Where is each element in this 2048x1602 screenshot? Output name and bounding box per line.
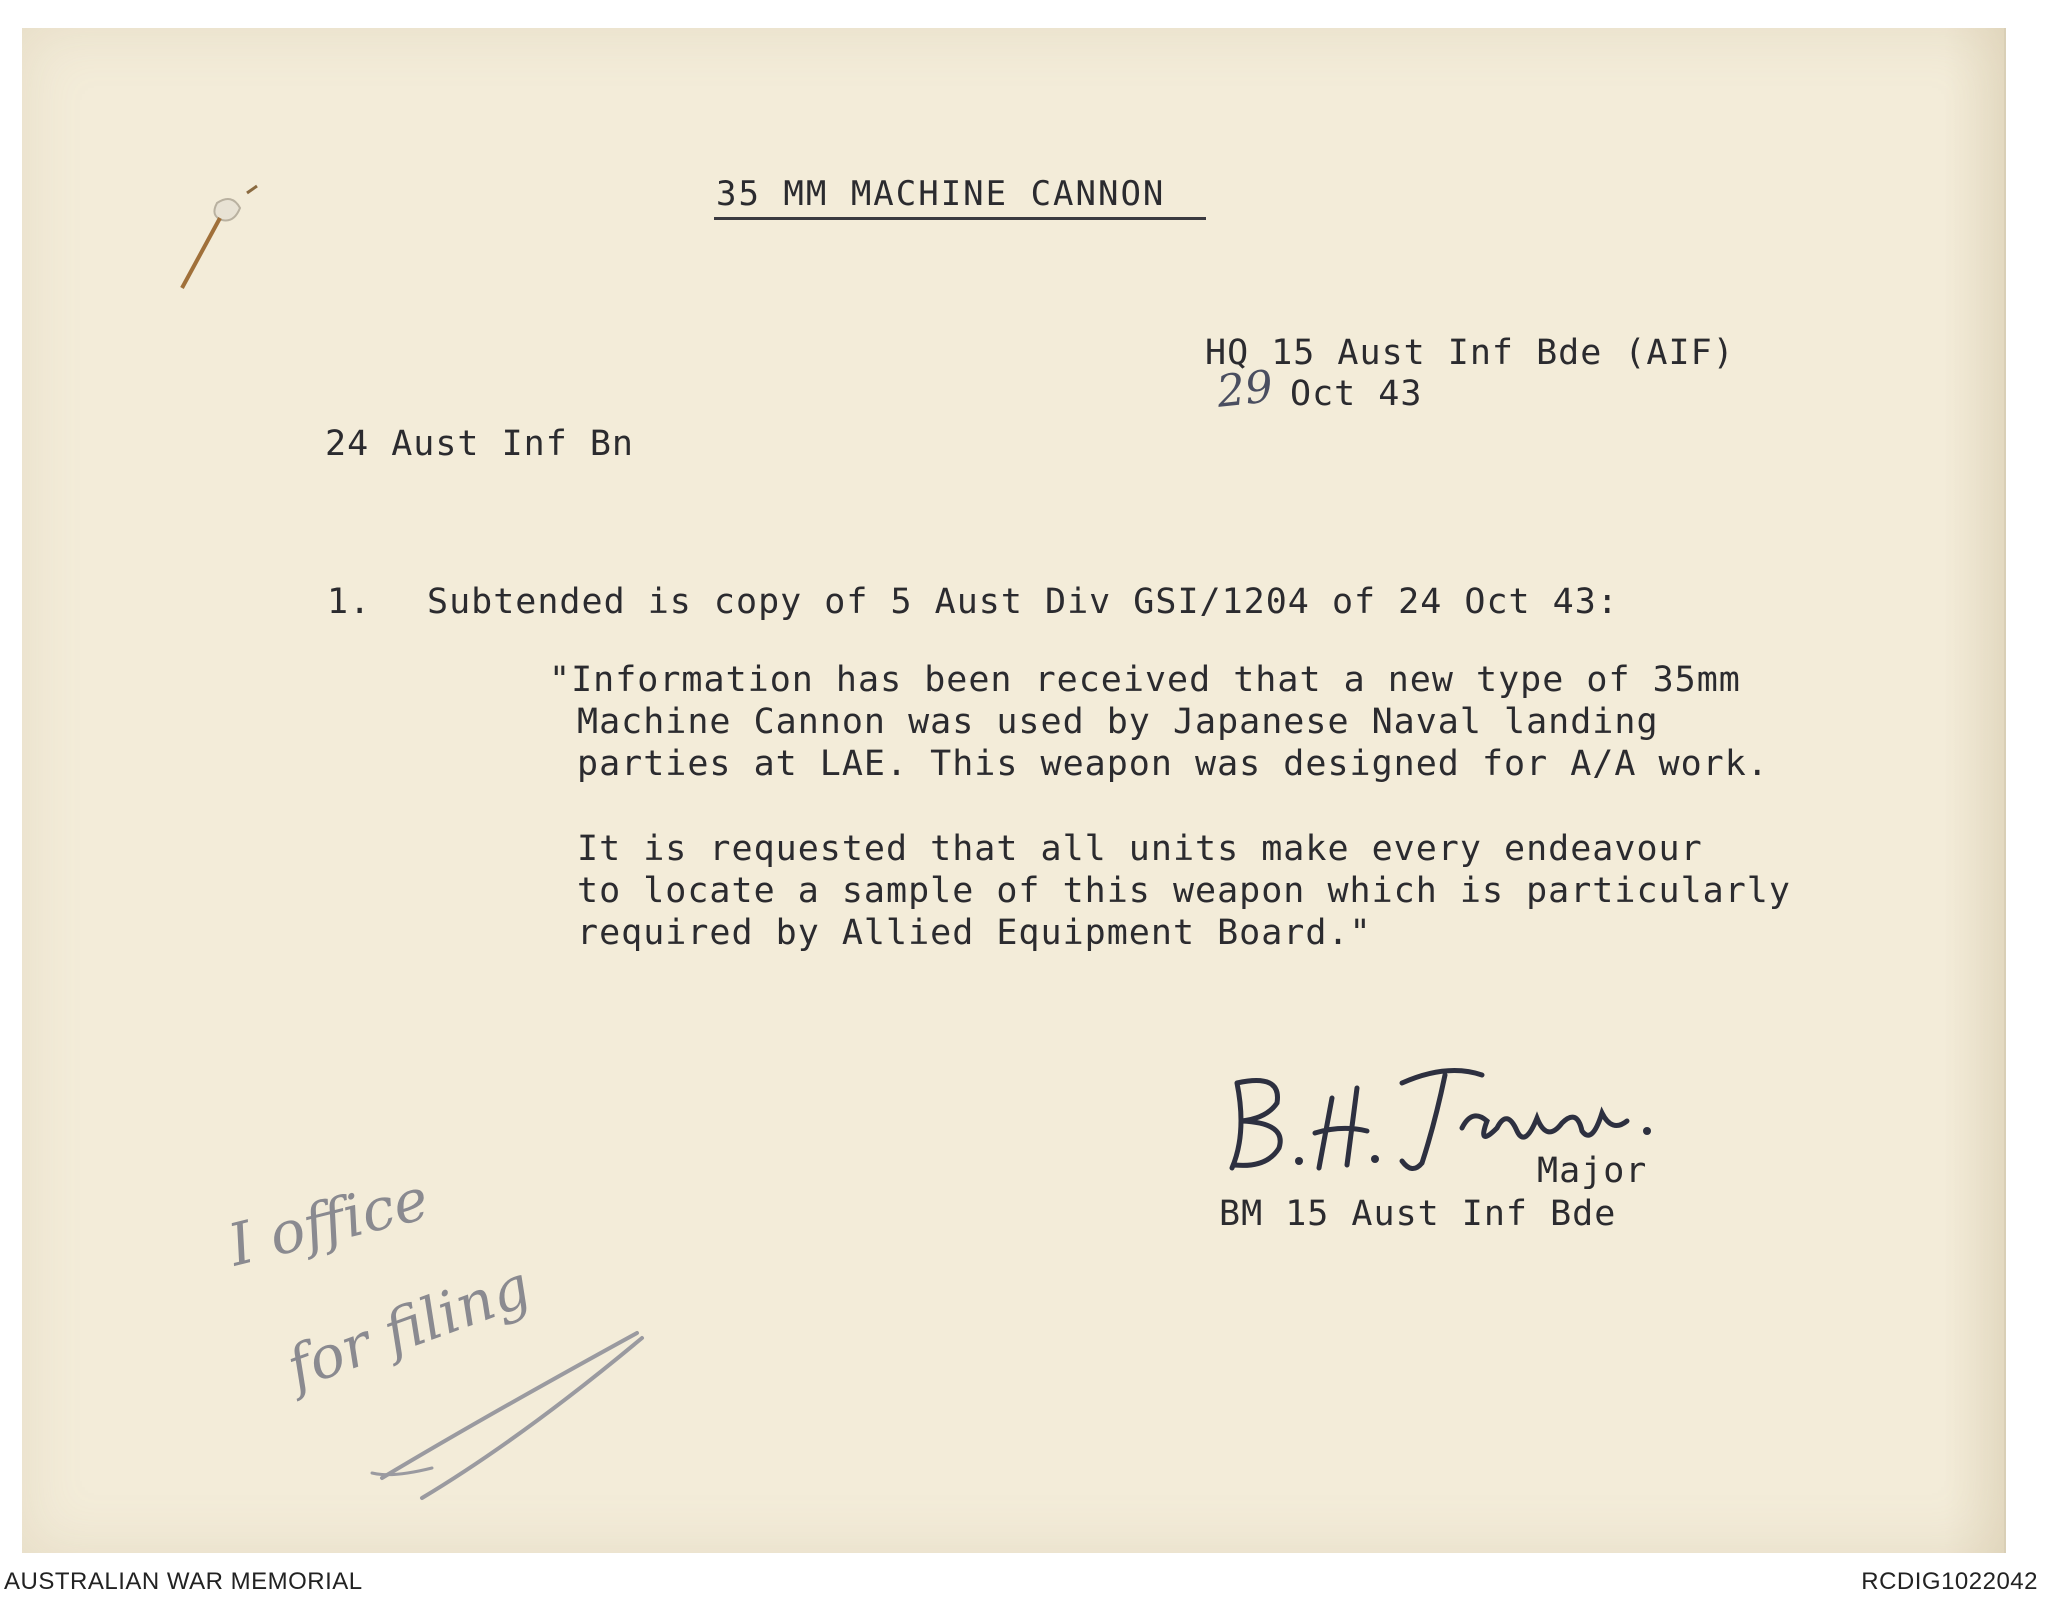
from-hq: HQ 15 Aust Inf Bde (AIF) — [1205, 333, 1735, 373]
quote-line: to locate a sample of this weapon which is particularly — [577, 871, 1791, 911]
date-handwritten-day: 29 — [1214, 361, 1276, 418]
quote-line: Machine Cannon was used by Japanese Naval landing — [577, 702, 1659, 742]
document-title: 35 MM MACHINE CANNON — [716, 174, 1166, 214]
signatory-rank: Major — [1537, 1151, 1648, 1191]
paragraph-number: 1. — [327, 582, 372, 622]
paragraph-text: Subtended is copy of 5 Aust Div GSI/1204 of 24 Oct 43: — [427, 582, 1619, 622]
quote-line: required by Allied Equipment Board." — [577, 913, 1372, 953]
pencil-note-line1: I office — [221, 1164, 435, 1280]
quote-line: parties at LAE. This weapon was designed for A/A work. — [577, 744, 1769, 784]
addressee: 24 Aust Inf Bn — [325, 424, 635, 464]
document-sheet — [22, 28, 2006, 1553]
date-typed: Oct 43 — [1290, 374, 1423, 414]
footer-record-id: RCDIG1022042 — [1861, 1568, 2038, 1595]
title-underline — [714, 217, 1206, 220]
signatory-appointment: BM 15 Aust Inf Bde — [1219, 1194, 1617, 1234]
quote-line: "Information has been received that a new type of 35mm — [549, 660, 1741, 700]
footer-institution: AUSTRALIAN WAR MEMORIAL — [4, 1568, 363, 1595]
pin-mark-icon — [122, 148, 282, 308]
pencil-stroke-icon — [362, 1318, 662, 1508]
quote-line: It is requested that all units make every endeavour — [577, 829, 1703, 869]
pencil-note-line2: for filing — [277, 1251, 539, 1403]
